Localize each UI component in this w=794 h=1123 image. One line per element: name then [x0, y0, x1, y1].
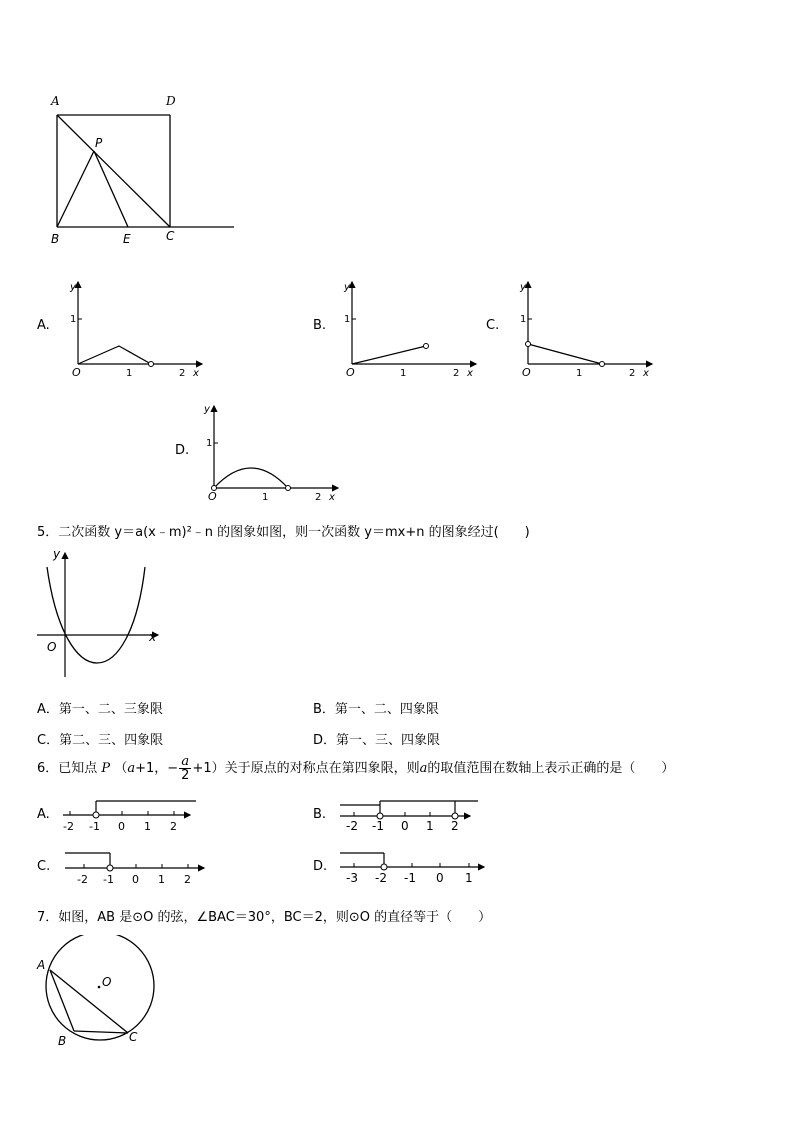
q4-c-curve	[528, 344, 602, 364]
q5-parabola	[47, 567, 145, 663]
q6-option-d-letter: D.	[313, 859, 328, 874]
svg-text:x: x	[329, 492, 335, 503]
svg-text:2: 2	[629, 368, 636, 379]
svg-text:2: 2	[184, 873, 191, 886]
chord-bc	[74, 1031, 128, 1033]
segment-pe	[94, 151, 128, 227]
segment-bp	[57, 151, 94, 227]
svg-text:y: y	[70, 282, 76, 293]
svg-text:1: 1	[576, 368, 583, 379]
q5-parabola-graph	[35, 545, 165, 680]
label-e: E	[123, 232, 131, 246]
q5-option-b[interactable]: B．第一、二、四象限	[313, 702, 439, 717]
q6-option-c-numberline[interactable]	[60, 847, 210, 887]
q4-option-a-letter: A.	[37, 318, 50, 333]
svg-text:1: 1	[144, 820, 151, 833]
svg-text:-2: -2	[346, 819, 358, 833]
q6-option-b-numberline[interactable]	[338, 796, 483, 836]
square-figure	[40, 90, 240, 250]
svg-text:x: x	[467, 368, 473, 379]
q4-option-c-letter: C.	[486, 318, 500, 333]
q4-option-a-graph[interactable]	[62, 276, 212, 381]
svg-text:2: 2	[179, 368, 186, 379]
q6-option-d-numberline[interactable]	[338, 847, 488, 887]
label-d: D	[166, 94, 176, 108]
svg-text:2: 2	[170, 820, 177, 833]
q6-option-a-letter: A.	[37, 807, 50, 822]
q4-b-curve	[352, 346, 426, 364]
svg-text:O: O	[47, 640, 57, 654]
q6-option-b-letter: B.	[313, 807, 327, 822]
svg-text:y: y	[53, 547, 61, 561]
svg-text:y: y	[344, 282, 350, 293]
q5-option-d[interactable]: D．第一、三、四象限	[313, 733, 441, 748]
svg-text:-1: -1	[103, 873, 114, 886]
q4-option-b-letter: B.	[313, 318, 327, 333]
q7-circle-figure	[32, 935, 162, 1050]
svg-text:2: 2	[315, 492, 322, 503]
q5-option-a[interactable]: A．第一、二、三象限	[37, 702, 163, 717]
diagonal-ac	[57, 115, 170, 227]
q4-option-d-letter: D.	[175, 443, 190, 458]
svg-text:1: 1	[426, 819, 434, 833]
svg-text:2: 2	[453, 368, 460, 379]
svg-text:1: 1	[520, 314, 527, 325]
label-b: B	[51, 232, 60, 246]
q7-question-text: 7．如图，AB 是⊙O 的弦，∠BAC＝30°，BC＝2，则⊙O 的直径等于（ ）	[37, 910, 492, 925]
q6-fraction: $\frac{a}{2}$	[181, 754, 190, 783]
svg-text:2: 2	[451, 819, 459, 833]
label-p: P	[95, 136, 103, 150]
svg-text:1: 1	[400, 368, 407, 379]
q6-option-c-letter: C.	[37, 859, 51, 874]
svg-text:x: x	[643, 368, 649, 379]
q5-question-text: 5．二次函数 y＝a(x﹣m)²﹣n 的图象如图，则一次函数 y＝mx+n 的图象经过( )	[37, 525, 530, 540]
svg-text:x: x	[193, 368, 199, 379]
svg-text:1: 1	[344, 314, 351, 325]
svg-text:1: 1	[206, 438, 213, 449]
svg-text:1: 1	[158, 873, 165, 886]
q4-option-c-graph[interactable]	[512, 276, 662, 381]
q5-option-c[interactable]: C．第二、三、四象限	[37, 733, 164, 748]
q6-question-text: 6．已知点 P （a+1，− $\frac{a}{2}$ +1）关于原点的对称点在第四象限，则a的取值范围在数轴上表示正确的是（ ）	[37, 754, 675, 783]
svg-text:-2: -2	[375, 871, 387, 885]
svg-text:-1: -1	[89, 820, 100, 833]
svg-text:-2: -2	[77, 873, 88, 886]
svg-text:-1: -1	[372, 819, 384, 833]
label-c: C	[166, 229, 175, 243]
svg-text:0: 0	[118, 820, 125, 833]
svg-text:0: 0	[132, 873, 139, 886]
svg-text:C: C	[129, 1030, 138, 1044]
svg-text:y: y	[520, 282, 526, 293]
svg-text:O: O	[102, 975, 112, 989]
svg-text:y: y	[204, 404, 210, 415]
svg-text:1: 1	[262, 492, 269, 503]
q6-option-a-numberline[interactable]	[58, 793, 198, 833]
svg-text:1: 1	[126, 368, 133, 379]
svg-text:1: 1	[70, 314, 77, 325]
svg-text:-3: -3	[346, 871, 358, 885]
svg-text:B: B	[58, 1034, 67, 1048]
svg-text:x: x	[149, 630, 157, 644]
q4-a-curve	[78, 346, 151, 364]
svg-text:-2: -2	[63, 820, 74, 833]
svg-text:0: 0	[401, 819, 409, 833]
q4-option-d-graph[interactable]	[198, 400, 348, 505]
q4-option-b-graph[interactable]	[336, 276, 486, 381]
svg-text:O: O	[208, 490, 217, 503]
svg-text:1: 1	[465, 871, 473, 885]
svg-text:O: O	[72, 366, 81, 379]
label-a: A	[51, 94, 60, 108]
svg-text:0: 0	[436, 871, 444, 885]
svg-text:A: A	[37, 958, 46, 972]
q4-d-curve	[214, 468, 288, 488]
svg-text:-1: -1	[404, 871, 416, 885]
svg-text:O: O	[522, 366, 531, 379]
svg-text:O: O	[346, 366, 355, 379]
